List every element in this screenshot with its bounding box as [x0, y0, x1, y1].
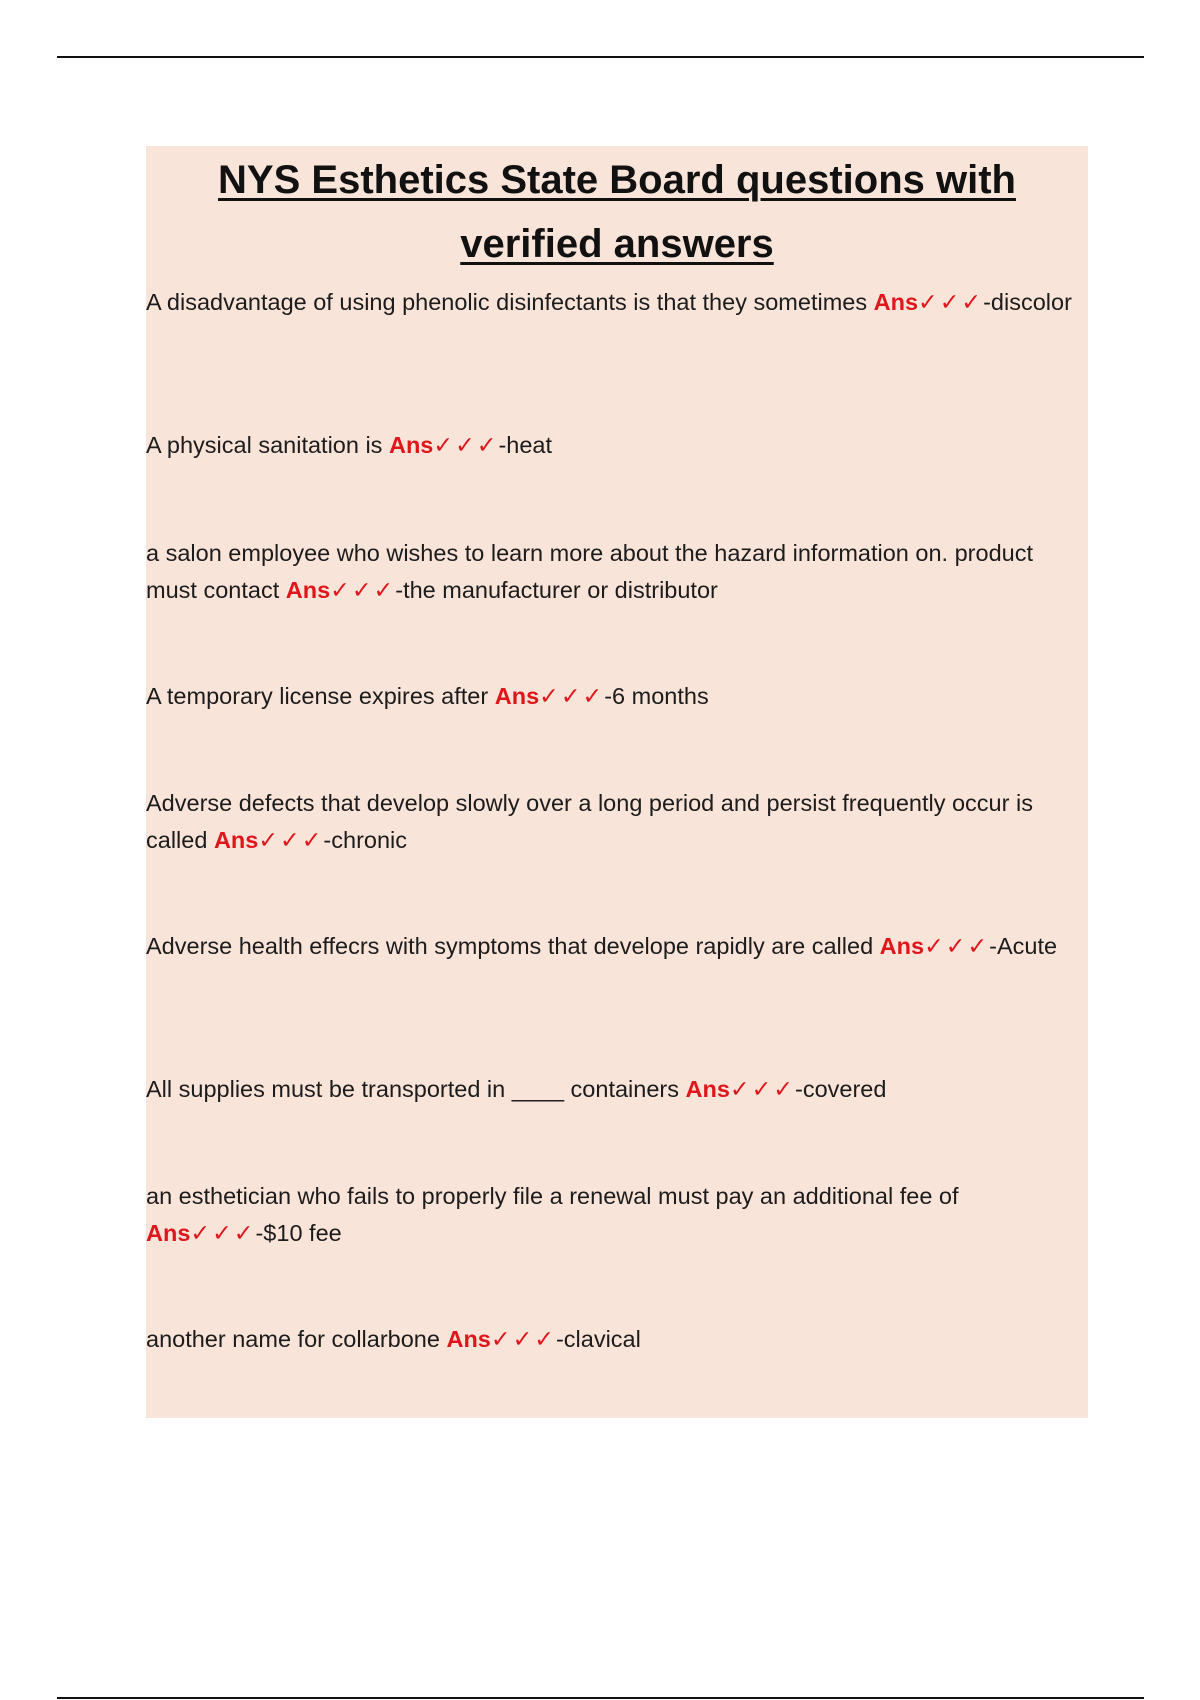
qa-item	[146, 427, 1086, 464]
answer-marker: Ans	[879, 933, 925, 959]
qa-item	[146, 1071, 1086, 1108]
qa-item	[146, 928, 1086, 965]
answer-text: -Acute	[989, 933, 1058, 959]
answer-text: -chronic	[323, 827, 408, 853]
answer-text: -clavical	[555, 1326, 641, 1352]
check-marks-icon: ✓✓✓	[433, 432, 499, 458]
qa-item	[146, 1178, 1086, 1252]
header-rule	[57, 56, 1144, 58]
check-marks-icon: ✓✓✓	[729, 1076, 795, 1102]
answer-marker: Ans	[685, 1076, 730, 1102]
content-panel	[146, 146, 1088, 1418]
check-marks-icon: ✓✓✓	[490, 1326, 556, 1352]
answer-marker: Ans	[446, 1326, 491, 1352]
answer-text: -discolor	[983, 289, 1072, 315]
answer-text: -heat	[498, 432, 553, 458]
answer-marker: Ans	[285, 577, 331, 603]
answer-marker: Ans	[213, 827, 259, 853]
question-text: A physical sanitation is	[146, 432, 383, 458]
question-text: Adverse defects that develop slowly over a long period and persist frequently occur is called	[146, 790, 1033, 853]
answer-marker: Ans	[494, 683, 540, 709]
answer-text: -covered	[795, 1076, 887, 1102]
question-text: A temporary license expires after	[146, 683, 489, 709]
check-marks-icon: ✓✓✓	[258, 827, 324, 853]
qa-item	[146, 1321, 1086, 1358]
answer-marker: Ans	[388, 432, 434, 458]
check-marks-icon: ✓✓✓	[918, 289, 984, 315]
question-text: a salon employee who wishes to learn more about the hazard information on. product must contact	[146, 540, 1033, 603]
question-text: another name for collarbone	[146, 1326, 440, 1352]
document-title: NYS Esthetics State Board questions with verified answers	[218, 158, 1016, 266]
question-text: A disadvantage of using phenolic disinfectants is that they sometimes	[146, 289, 868, 315]
question-text: an esthetician who fails to properly file a renewal must pay an additional fee of	[146, 1183, 959, 1209]
answer-marker: Ans	[873, 289, 919, 315]
qa-item	[146, 785, 1086, 859]
question-text: All supplies must be transported in ____ containers	[146, 1076, 679, 1102]
answer-marker: Ans	[146, 1220, 191, 1246]
footer-rule	[57, 1697, 1144, 1699]
qa-item	[146, 535, 1086, 609]
qa-item	[146, 678, 1086, 715]
qa-item	[146, 284, 1086, 321]
answer-text: -$10 fee	[255, 1220, 342, 1246]
check-marks-icon: ✓✓✓	[330, 577, 396, 603]
question-text: Adverse health effecrs with symptoms that develope rapidly are called	[146, 933, 874, 959]
check-marks-icon: ✓✓✓	[924, 933, 990, 959]
check-marks-icon: ✓✓✓	[190, 1220, 256, 1246]
check-marks-icon: ✓✓✓	[539, 683, 605, 709]
answer-text: -6 months	[604, 683, 709, 709]
answer-text: -the manufacturer or distributor	[395, 577, 718, 603]
